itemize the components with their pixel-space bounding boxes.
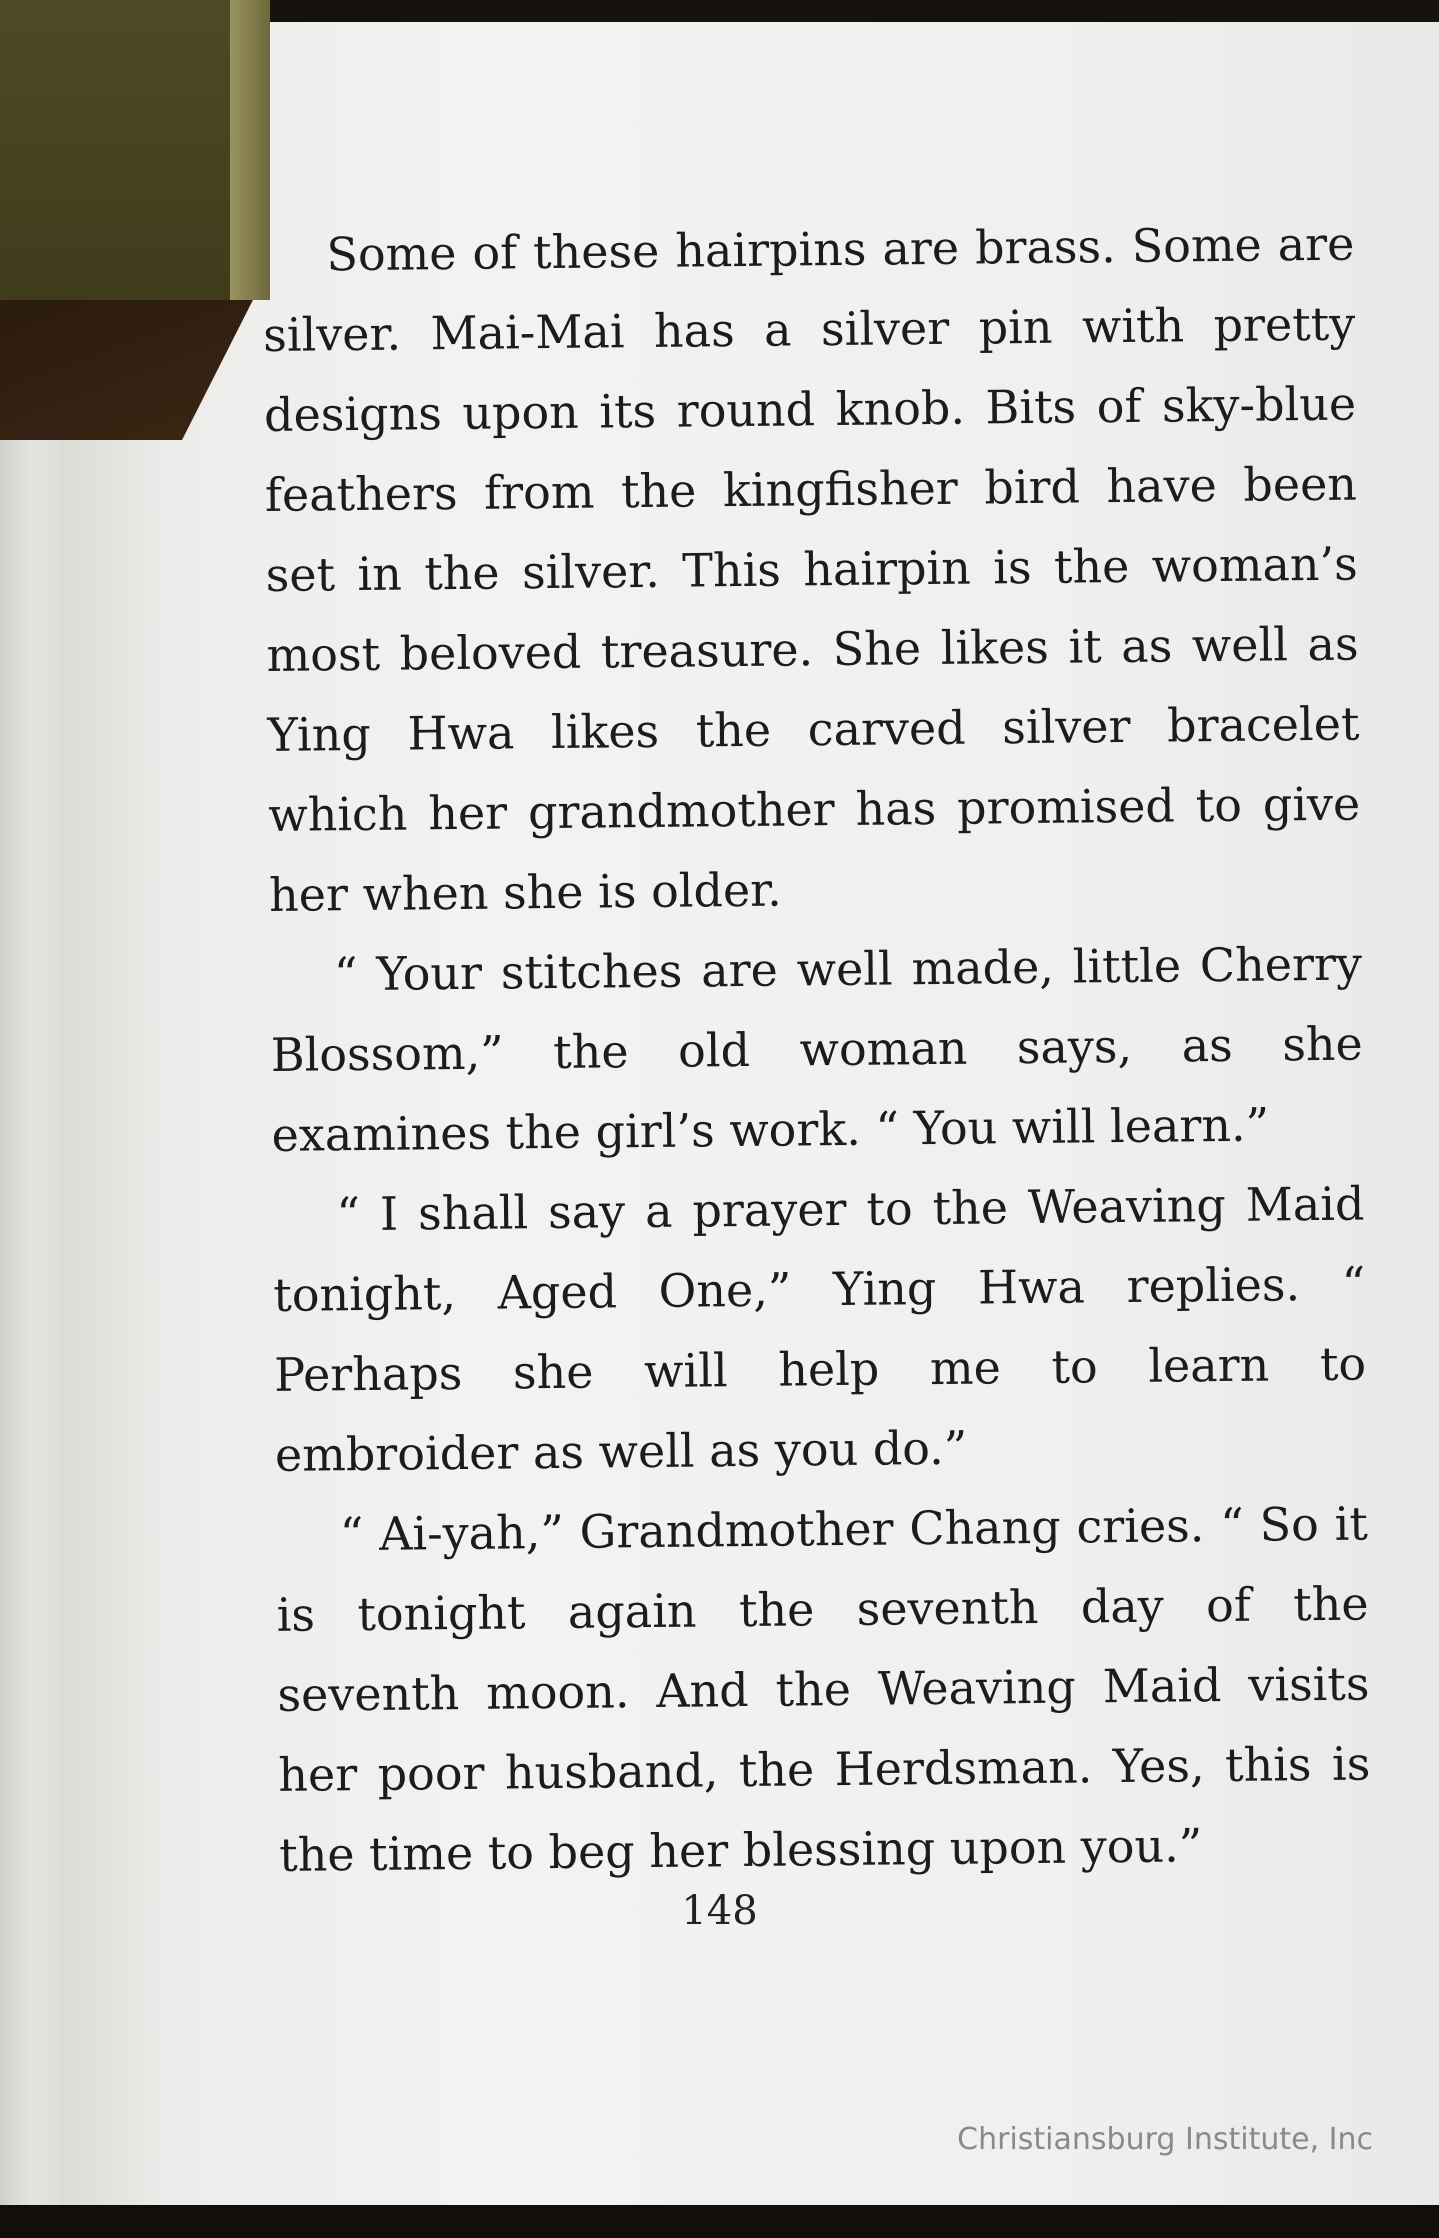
- book-tab: [0, 0, 242, 300]
- paragraph-4: “ Ai-yah,” Grandmother Chang cries. “ So it is tonight again the seventh day of the seventh moon. And the Weaving Maid visits her poor husband, the Herdsman. Yes, this is the time to beg her blessing upon you.”: [276, 1496, 1371, 1882]
- paragraph-2: “ Your stitches are well made, little Cherry Blossom,” the old woman says, as she examines the girl’s work. “ You will learn.”: [270, 936, 1364, 1162]
- page-text: [262, 204, 1372, 1895]
- watermark: Christiansburg Institute, Inc: [957, 2122, 1373, 2157]
- paragraph-1: Some of these hairpins are brass. Some are silver. Mai-Mai has a silver pin with pretty designs upon its round knob. Bits of sky-blue feathers from the kingfisher bird have been set in the silver. This hairpin is the woman’s most beloved treasure. She likes it as well as Ying Hwa likes the carved silver bracelet which her grandmother has promised to give her when she is older.: [262, 216, 1361, 922]
- page-number: 148: [681, 1888, 758, 1934]
- bottom-shadow: [0, 2205, 1439, 2238]
- paragraph-3: “ I shall say a prayer to the Weaving Maid tonight, Aged One,” Ying Hwa replies. “ Perhaps she will help me to learn to embroider as well as you do.”: [273, 1176, 1367, 1482]
